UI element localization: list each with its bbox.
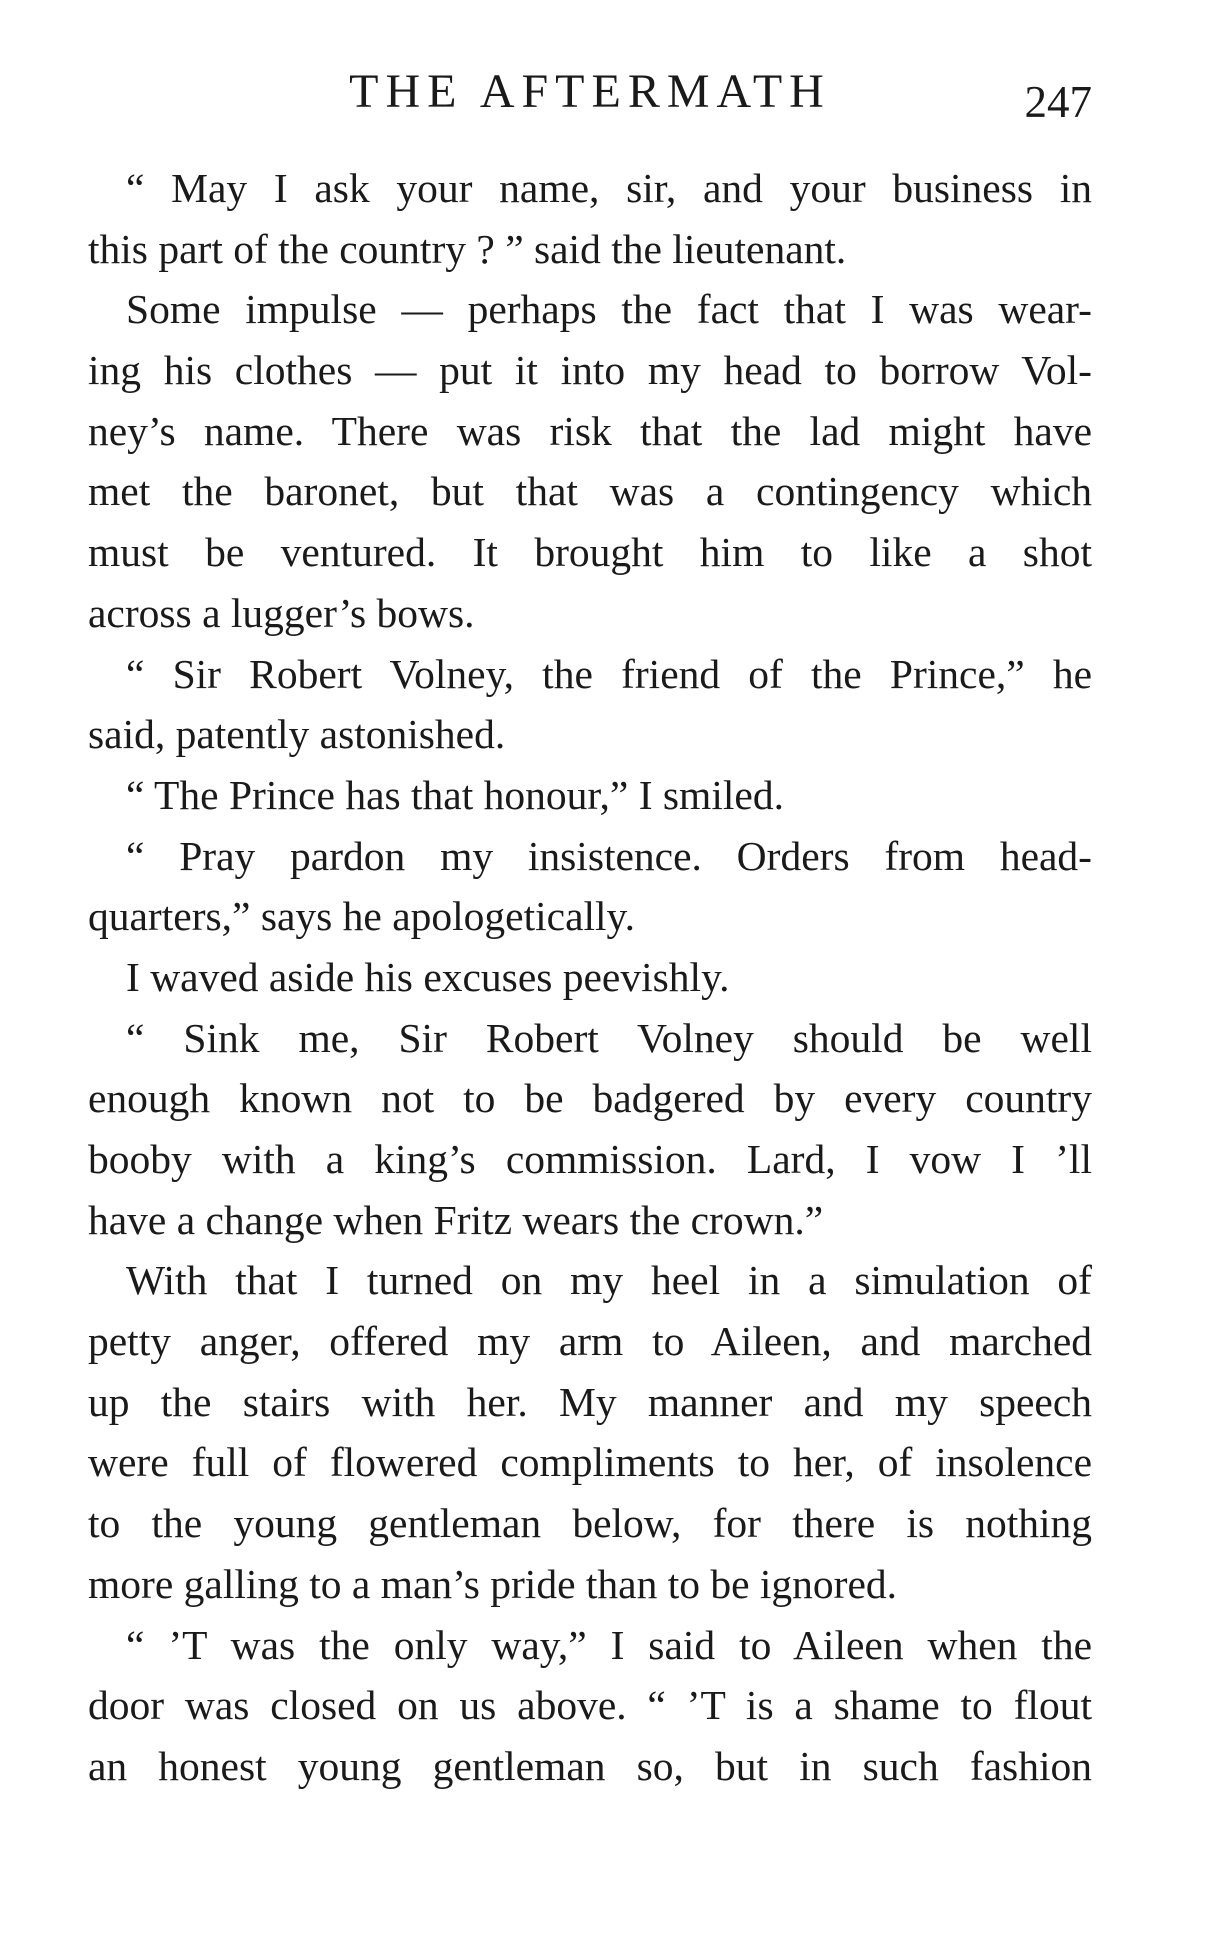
text-line: I waved aside his excuses peevishly. bbox=[126, 953, 730, 1000]
text-line: “ Pray pardon my insistence. Orders from head- bbox=[126, 832, 1092, 879]
text-line: ing his clothes — put it into my head to borrow Vol- bbox=[88, 347, 1092, 394]
text-line: this part of the country ? ” said the lieutenant. bbox=[88, 225, 847, 272]
text-line: to the young gentleman below, for there is nothing bbox=[88, 1500, 1092, 1547]
text-line: door was closed on us above. “ ’T is a shame to flout bbox=[88, 1682, 1092, 1729]
text-line: up the stairs with her. My manner and my speech bbox=[88, 1378, 1092, 1425]
text-line: said, patently astonished. bbox=[88, 711, 506, 758]
text-line: must be ventured. It brought him to like a shot bbox=[88, 529, 1092, 576]
text-line: “ May I ask your name, sir, and your business in bbox=[126, 165, 1092, 211]
page-number: 247 bbox=[1024, 77, 1092, 127]
text-line: “ The Prince has that honour,” I smiled. bbox=[126, 771, 784, 818]
text-line: quarters,” says he apologetically. bbox=[88, 893, 635, 940]
text-line: “ ’T was the only way,” I said to Aileen when the bbox=[126, 1621, 1092, 1668]
text-line: enough known not to be badgered by every country bbox=[88, 1075, 1092, 1122]
text-line: “ Sir Robert Volney, the friend of the Prince,” he bbox=[126, 650, 1092, 697]
text-line: an honest young gentleman so, but in such fashion bbox=[88, 1742, 1092, 1789]
text-line: “ Sink me, Sir Robert Volney should be well bbox=[126, 1014, 1092, 1061]
text-line: Some impulse — perhaps the fact that I was wear- bbox=[126, 286, 1092, 333]
text-line: were full of flowered compliments to her, of insolence bbox=[88, 1439, 1092, 1486]
running-head bbox=[88, 62, 1092, 127]
text-line: petty anger, offered my arm to Aileen, and marched bbox=[88, 1318, 1092, 1365]
text-line: met the baronet, but that was a contingency which bbox=[88, 468, 1092, 515]
text-line: have a change when Fritz wears the crown.” bbox=[88, 1196, 824, 1243]
text-line: across a lugger’s bows. bbox=[88, 589, 475, 636]
text-line: ney’s name. There was risk that the lad might have bbox=[88, 407, 1092, 454]
running-title: THE AFTERMATH bbox=[349, 65, 831, 118]
text-line: booby with a king’s commission. Lard, I vow I ’ll bbox=[88, 1136, 1092, 1182]
text-line: more galling to a man’s pride than to be ignored. bbox=[88, 1560, 898, 1607]
text-line: With that I turned on my heel in a simulation of bbox=[126, 1257, 1092, 1304]
body-text bbox=[88, 158, 1092, 1797]
